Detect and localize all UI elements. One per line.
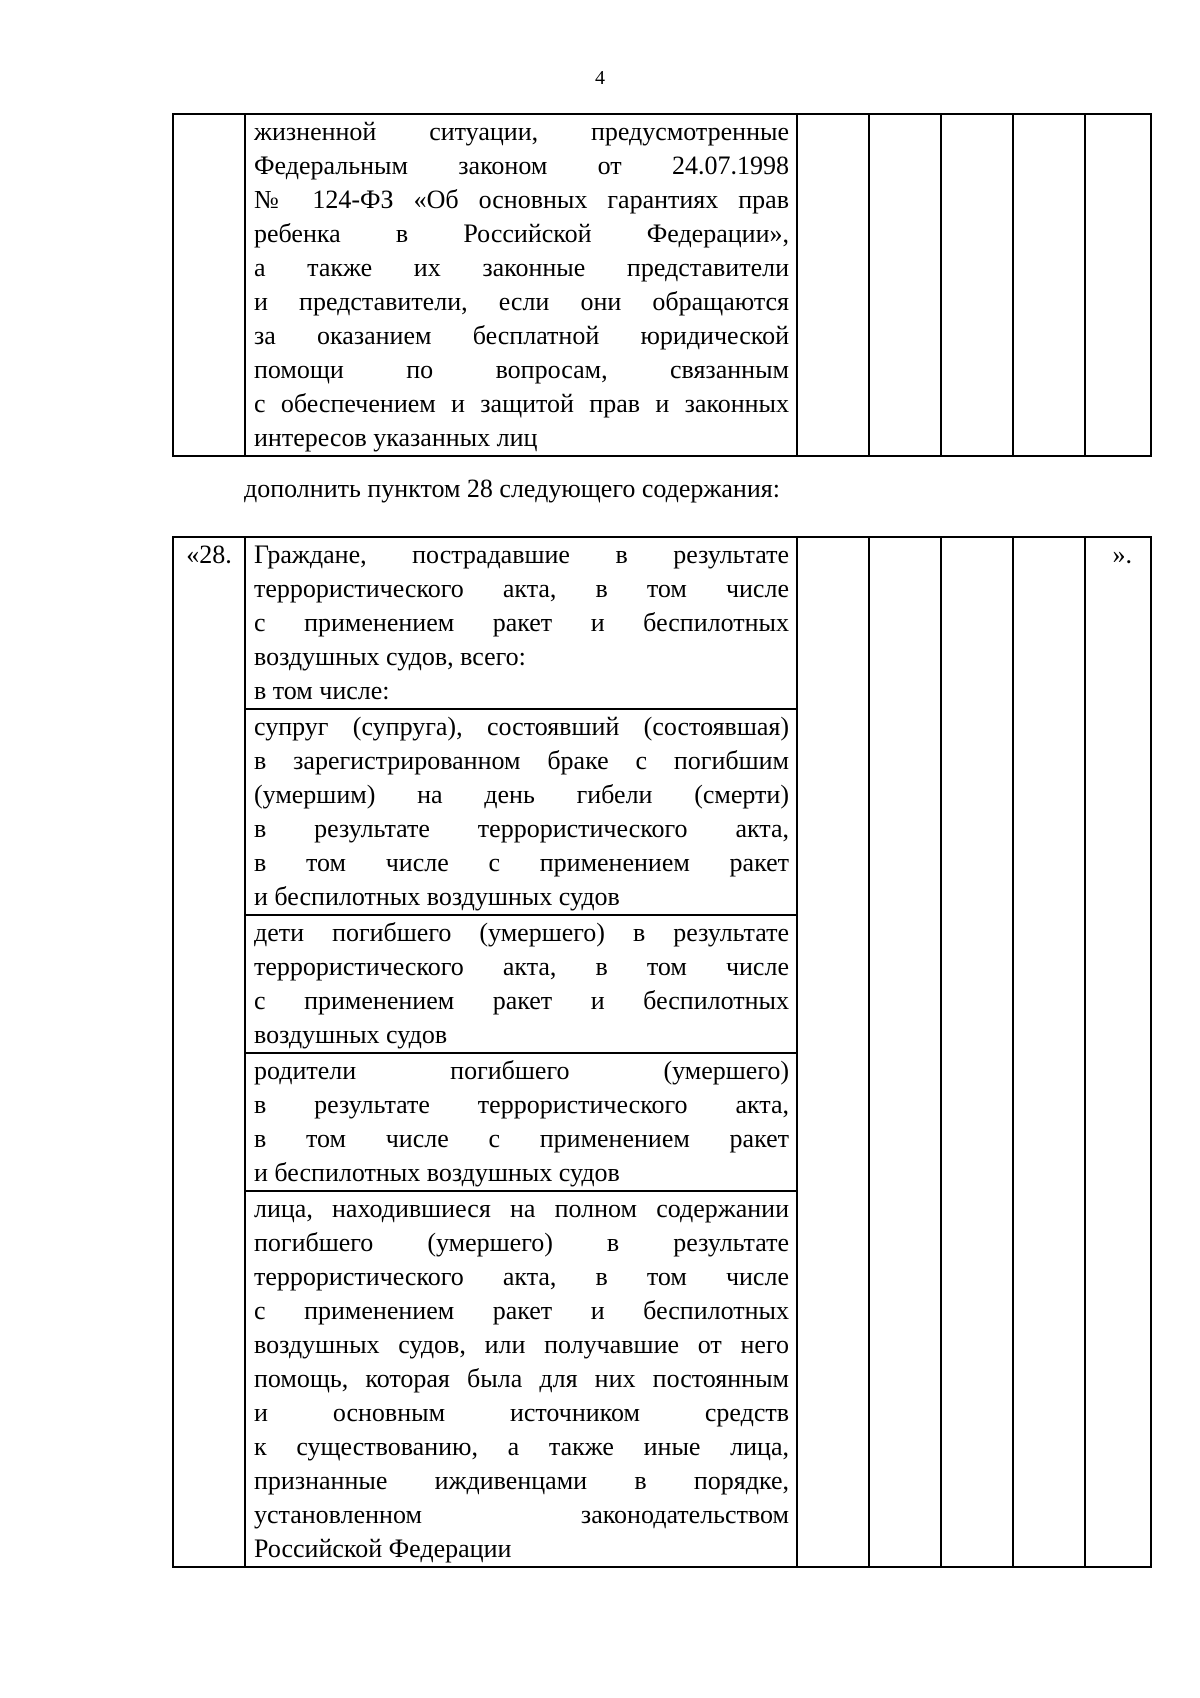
text-line: жизненной ситуации, предусмотренные	[254, 117, 789, 146]
text-line: Граждане, пострадавшие в результате	[254, 540, 789, 569]
text-line: в результате террористического акта,	[254, 814, 789, 843]
text-line: погибшего (умершего) в результате	[254, 1228, 789, 1257]
text-line: в результате террористического акта,	[254, 1090, 789, 1119]
text-line: террористического акта, в том числе	[254, 574, 789, 603]
text-line: установленном законодательством	[254, 1500, 789, 1529]
text-line: за оказанием бесплатной юридической	[254, 321, 789, 350]
empty-cell	[941, 114, 1013, 456]
text-line: с применением ракет и беспилотных	[254, 986, 789, 1015]
closing-quote-cell: ».	[1085, 537, 1151, 1567]
text-line: помощь, которая была для них постоянным	[254, 1364, 789, 1393]
text-line: Российской Федерации	[254, 1534, 512, 1563]
empty-cell	[797, 114, 869, 456]
row-number-cell	[173, 114, 245, 456]
text-line: в том числе с применением ракет	[254, 848, 789, 877]
text-line: террористического акта, в том числе	[254, 952, 789, 981]
text-line: воздушных судов, или получавшие от него	[254, 1330, 789, 1359]
text-line: и беспилотных воздушных судов	[254, 1158, 620, 1187]
text-line: лица, находившиеся на полном содержании	[254, 1194, 789, 1223]
text-line: родители погибшего (умершего)	[254, 1056, 789, 1085]
row-number-cell: «28.	[173, 537, 245, 1567]
row-text-cell	[245, 1053, 797, 1191]
text-line: супруг (супруга), состоявший (состоявшая)	[254, 712, 789, 741]
text-line: к существованию, а также иные лица,	[254, 1432, 789, 1461]
row-text-cell	[245, 1191, 797, 1567]
text-line: ребенка в Российской Федерации»,	[254, 219, 789, 248]
text-line: № 124-ФЗ «Об основных гарантиях прав	[254, 185, 789, 214]
text-line: с обеспечением и защитой прав и законных	[254, 389, 789, 418]
table-row	[173, 114, 1151, 456]
text-line: в зарегистрированном браке с погибшим	[254, 746, 789, 775]
text-line: помощи по вопросам, связанным	[254, 355, 789, 384]
text-line: террористического акта, в том числе	[254, 1262, 789, 1291]
table-row	[173, 537, 1151, 709]
text-line: дети погибшего (умершего) в результате	[254, 918, 789, 947]
table-item-28	[172, 536, 1152, 1568]
empty-cell	[797, 537, 869, 1567]
text-line: с применением ракет и беспилотных	[254, 608, 789, 637]
page-number: 4	[595, 67, 605, 89]
text-line: в том числе:	[254, 676, 390, 705]
table-continuation	[172, 113, 1152, 457]
text-line: и беспилотных воздушных судов	[254, 882, 620, 911]
text-line: признанные иждивенцами в порядке,	[254, 1466, 789, 1495]
text-line: и представители, если они обращаются	[254, 287, 789, 316]
row-text-cell	[245, 709, 797, 915]
row-text-cell	[245, 915, 797, 1053]
text-line: Федеральным законом от 24.07.1998	[254, 151, 789, 180]
text-line: а также их законные представители	[254, 253, 789, 282]
row-text-cell	[245, 114, 797, 456]
text-line: интересов указанных лиц	[254, 423, 538, 452]
empty-cell	[1085, 114, 1151, 456]
text-line: и основным источником средств	[254, 1398, 789, 1427]
text-line: с применением ракет и беспилотных	[254, 1296, 789, 1325]
empty-cell	[941, 537, 1013, 1567]
text-line: (умершим) на день гибели (смерти)	[254, 780, 789, 809]
instruction-text: дополнить пунктом 28 следующего содержания:	[244, 474, 780, 503]
empty-cell	[869, 537, 941, 1567]
empty-cell	[869, 114, 941, 456]
empty-cell	[1013, 114, 1085, 456]
empty-cell	[1013, 537, 1085, 1567]
text-line: в том числе с применением ракет	[254, 1124, 789, 1153]
row-text-cell	[245, 537, 797, 709]
text-line: воздушных судов	[254, 1020, 448, 1049]
text-line: воздушных судов, всего:	[254, 642, 526, 671]
